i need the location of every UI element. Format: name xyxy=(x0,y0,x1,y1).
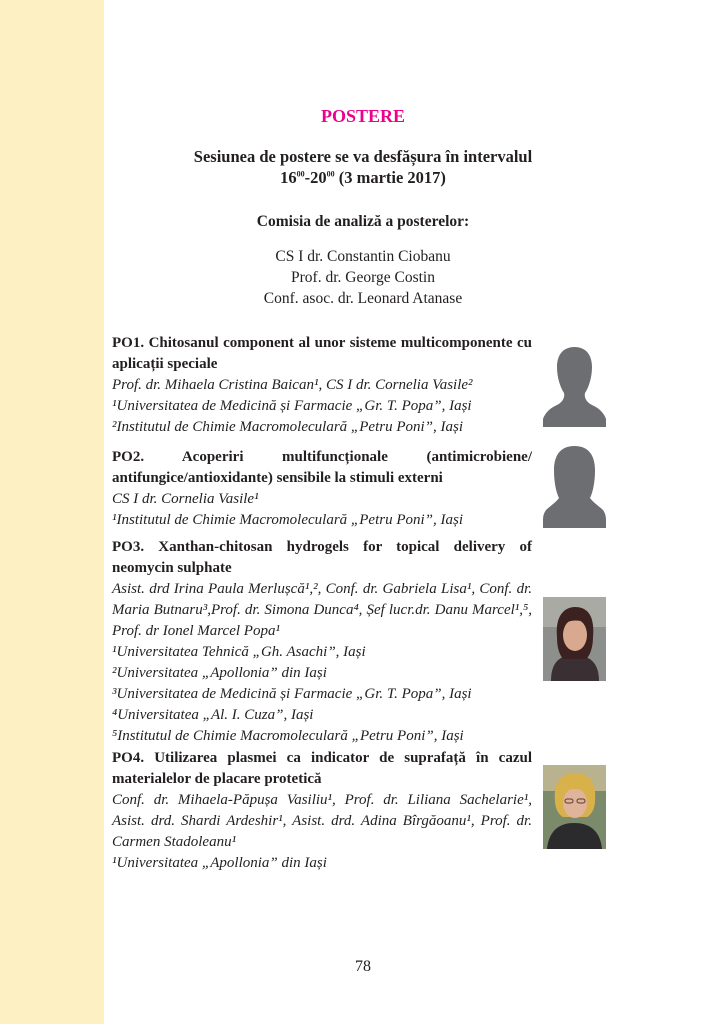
commission-member: CS I dr. Constantin Ciobanu xyxy=(275,248,451,265)
placeholder-avatar-icon xyxy=(543,343,606,427)
placeholder-avatar-icon xyxy=(543,444,606,528)
poster-title: PO4. Utilizarea plasmei ca indicator de suprafață în cazul materialelor de placare protetică xyxy=(112,750,533,787)
poster-affiliation: ¹Universitatea Tehnică „Gh. Asachi”, Iași xyxy=(112,644,366,660)
poster-po1 xyxy=(112,333,532,438)
poster-affiliation: ²Universitatea „Apollonia” din Iași xyxy=(112,665,327,681)
section-title: POSTERE xyxy=(320,106,406,126)
author-photo xyxy=(543,597,606,681)
session-line: Sesiunea de postere se va desfășura în intervalul xyxy=(193,147,533,166)
author-photo xyxy=(543,765,606,849)
poster-affiliation: ¹Institutul de Chimie Macromoleculară „Petru Poni”, Iași xyxy=(112,512,463,528)
commission-member: Prof. dr. George Costin xyxy=(291,269,435,286)
commission-members xyxy=(104,246,622,309)
poster-authors: Prof. dr. Mihaela Cristina Baican¹, CS I dr. Cornelia Vasile² xyxy=(112,377,473,393)
page-number: 78 xyxy=(355,958,371,975)
session-time: $16^{00}-20^{00}$ (3 martie 2017) xyxy=(280,168,446,187)
poster-affiliation: ⁴Universitatea „Al. I. Cuza”, Iași xyxy=(112,707,314,723)
poster-affiliation: ⁵Institutul de Chimie Macromoleculară „Petru Poni”, Iași xyxy=(112,728,464,744)
poster-authors: CS I dr. Cornelia Vasile¹ xyxy=(112,491,259,507)
poster-po3 xyxy=(112,537,532,747)
commission-title: Comisia de analiză a posterelor: xyxy=(256,213,470,230)
poster-title: PO1. Chitosanul component al unor sisteme multicomponente cu aplicații speciale xyxy=(112,335,532,372)
poster-affiliation: ²Institutul de Chimie Macromoleculară „Petru Poni”, Iași xyxy=(112,419,463,435)
commission-member: Conf. asoc. dr. Leonard Atanase xyxy=(263,290,463,307)
poster-title: PO3. Xanthan-chitosan hydrogels for topical delivery of neomycin sulphate xyxy=(112,539,532,576)
poster-po2 xyxy=(112,447,532,531)
poster-title: PO2. Acoperiri multifuncționale (antimicrobiene/ antifungice/antioxidante) sensibile la stimuli externi xyxy=(112,449,532,486)
poster-authors: Asist. drd Irina Paula Merlușcă¹,², Conf. dr. Gabriela Lisa¹, Conf. dr. Maria Butnaru³,Prof. dr. Simona Dunca⁴, Șef lucr.dr. Danu Marcel¹,⁵, Prof. dr Ionel Marcel Popa¹ xyxy=(112,581,532,639)
poster-affiliation: ³Universitatea de Medicină și Farmacie „Gr. T. Popa”, Iași xyxy=(112,686,472,702)
poster-authors: Conf. dr. Mihaela-Păpușa Vasiliu¹, Prof. dr. Liliana Sachelarie¹, Asist. drd. Shardi Ardeshir¹, Asist. drd. Adina Bîrgăoanu¹, Prof. dr. Carmen Stadoleanu¹ xyxy=(112,792,532,850)
poster-po4 xyxy=(112,748,532,874)
page-margin-band xyxy=(0,0,104,1024)
poster-affiliation: ¹Universitatea de Medicină și Farmacie „Gr. T. Popa”, Iași xyxy=(112,398,472,414)
poster-affiliation: ¹Universitatea „Apollonia” din Iași xyxy=(112,855,327,871)
session-info xyxy=(104,146,622,188)
